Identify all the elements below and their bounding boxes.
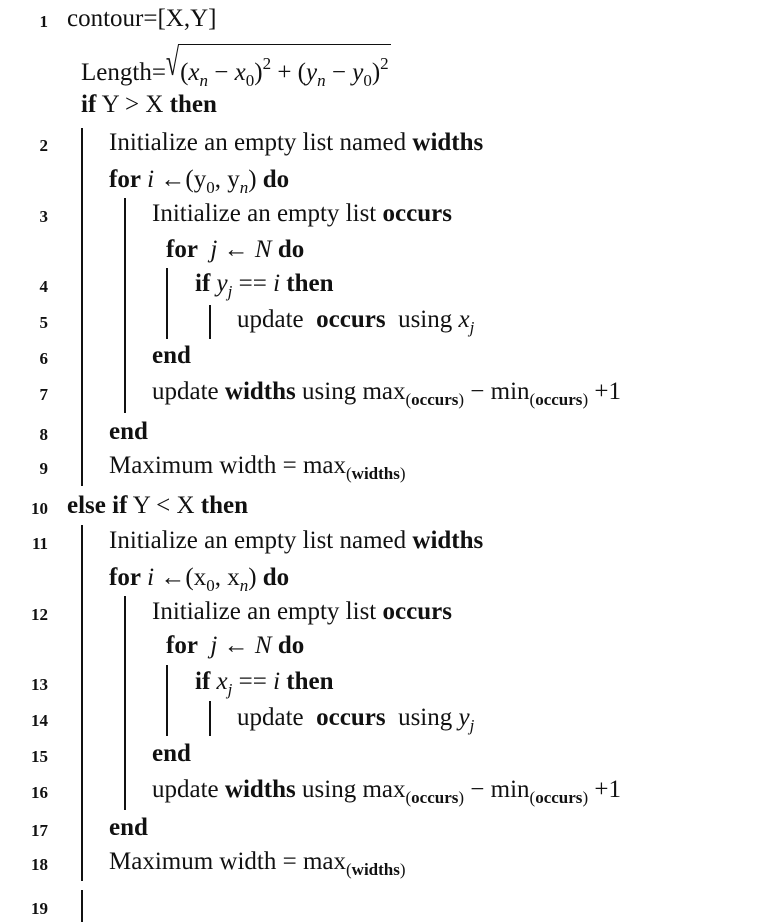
algorithm-text: ) (399, 860, 406, 879)
keyword: then (169, 91, 217, 118)
block-indent-line (124, 198, 126, 413)
algorithm-text: n (239, 576, 249, 595)
line-number: 2 (39, 136, 48, 155)
algorithm-text: ( (405, 390, 412, 409)
algorithm-text: + ( (271, 59, 307, 86)
block-indent-line (209, 701, 211, 736)
algorithm-text: contour=[X,Y] (67, 5, 217, 32)
algorithm-text: 0 (206, 576, 215, 595)
algorithm-text: ( (405, 788, 412, 807)
square-root (166, 44, 391, 96)
algorithm-text: x (216, 668, 228, 695)
keyword: widths (412, 129, 484, 156)
algorithm-text: ) (458, 788, 465, 807)
algorithm-text: ( (180, 59, 189, 86)
keyword: end (109, 418, 148, 445)
algorithm-line (152, 597, 452, 627)
block-indent-line (81, 890, 83, 922)
keyword: for (109, 564, 141, 591)
algorithm-text: y (216, 270, 228, 297)
algorithm-line (195, 667, 334, 705)
keyword: if (81, 91, 97, 118)
algorithm-text: ( (529, 788, 536, 807)
algorithm-text: 0 (363, 71, 372, 90)
algorithm-text: Maximum width = max (109, 452, 346, 479)
algorithm-text: Initialize an empty list (152, 598, 383, 625)
algorithm-text: , y (214, 166, 240, 193)
algorithm-line (109, 563, 289, 601)
block-indent-line (81, 128, 83, 486)
keyword: occurs (382, 200, 452, 227)
keyword: then (286, 668, 334, 695)
algorithm-line (81, 44, 391, 96)
algorithm-text: j (210, 632, 218, 659)
algorithm-text: ) (248, 564, 263, 591)
algorithm-text: i (273, 668, 281, 695)
block-indent-line (81, 525, 83, 881)
algorithm-text: j (469, 318, 475, 337)
algorithm-text: update (152, 378, 225, 405)
keyword: occurs (316, 704, 386, 731)
algorithm-text: ) (582, 390, 589, 409)
algorithm-line (67, 491, 248, 521)
line-number: 1 (39, 12, 48, 31)
algorithm-text (198, 236, 211, 263)
line-number: 14 (31, 711, 48, 730)
line-number: 9 (39, 459, 48, 478)
algorithm-text: y (458, 704, 470, 731)
algorithm-text: ← (217, 632, 255, 659)
algorithm-text: == (232, 270, 274, 297)
algorithm-text: j (227, 282, 233, 301)
line-number: 7 (39, 385, 48, 404)
algorithm-text: N (254, 632, 272, 659)
algorithm-line (166, 631, 304, 661)
algorithm-text: n (199, 71, 209, 90)
algorithm-text: ) (582, 788, 589, 807)
algorithm-text: update (152, 776, 225, 803)
algorithm-line (109, 847, 406, 885)
keyword: for (166, 632, 198, 659)
keyword: for (166, 236, 198, 263)
line-number: 3 (39, 207, 48, 226)
keyword: occurs (316, 306, 386, 333)
line-number: 8 (39, 425, 48, 444)
algorithm-text: ) (254, 59, 263, 86)
line-number: 4 (39, 277, 48, 296)
line-number: 15 (31, 747, 48, 766)
keyword: if (195, 668, 211, 695)
keyword: widths (351, 464, 400, 483)
algorithm-text: ←(y (154, 166, 207, 193)
algorithm-text: == (232, 668, 274, 695)
algorithm-text: using max (295, 378, 406, 405)
algorithm-text: x (458, 306, 470, 333)
line-number: 16 (31, 783, 48, 802)
keyword: widths (224, 378, 296, 405)
line-number: 12 (31, 605, 48, 624)
algorithm-line (109, 417, 148, 447)
keyword: occurs (535, 788, 583, 807)
algorithm-text: 2 (380, 54, 389, 73)
algorithm-text: n (317, 71, 326, 90)
line-number: 17 (31, 821, 48, 840)
block-indent-line (166, 268, 168, 339)
algorithm-text: ) (458, 390, 465, 409)
keyword: do (277, 632, 305, 659)
algorithm-text: update (237, 704, 317, 731)
algorithm-text: , x (214, 564, 240, 591)
algorithm-text: j (227, 680, 233, 699)
algorithm-text: n (239, 178, 249, 197)
algorithm-line (152, 341, 191, 371)
keyword: end (109, 814, 148, 841)
line-number: 6 (39, 349, 48, 368)
algorithm-text: j (469, 716, 475, 735)
algorithm-text: x (188, 59, 200, 86)
keyword: end (152, 740, 191, 767)
algorithm-line (109, 128, 483, 158)
algorithm-text: ) (371, 59, 381, 86)
algorithm-text: Initialize an empty list named (109, 527, 413, 554)
algorithm-line (195, 269, 334, 307)
line-number: 18 (31, 855, 48, 874)
line-number: 13 (31, 675, 48, 694)
block-indent-line (124, 596, 126, 810)
algorithm-line (109, 526, 483, 556)
radical-sign-icon: √ (165, 43, 180, 85)
keyword: if (195, 270, 211, 297)
algorithm-text: Y < X (127, 492, 201, 519)
algorithm-line (166, 235, 304, 265)
algorithm-text: − min (464, 378, 530, 405)
algorithm-text: +1 (588, 378, 621, 405)
algorithm-text: − (325, 59, 353, 86)
algorithm-text: 0 (206, 178, 215, 197)
algorithm-line (109, 813, 148, 843)
algorithm-text: +1 (588, 776, 621, 803)
algorithm-line (81, 90, 217, 120)
algorithm-text: update (237, 306, 317, 333)
algorithm-text: 0 (245, 71, 255, 90)
algorithm-text: ←(x (154, 564, 207, 591)
algorithm-line (237, 305, 474, 343)
algorithm-line (152, 739, 191, 769)
keyword: widths (412, 527, 484, 554)
line-number: 19 (31, 899, 48, 918)
algorithm-text: − min (464, 776, 530, 803)
algorithm-text (198, 632, 211, 659)
keyword: occurs (382, 598, 452, 625)
algorithm-text: using max (295, 776, 406, 803)
line-number: 10 (31, 499, 48, 518)
algorithm-text: x (234, 59, 246, 86)
block-indent-line (166, 665, 168, 736)
keyword: do (277, 236, 305, 263)
keyword: occurs (411, 788, 459, 807)
algorithm-text: ) (399, 464, 406, 483)
algorithm-text: − (208, 59, 235, 86)
keyword: then (286, 270, 334, 297)
algorithm-text: ) (248, 166, 263, 193)
algorithm-text: Initialize an empty list (152, 200, 383, 227)
line-number: 11 (31, 534, 48, 553)
radicand (178, 44, 391, 96)
algorithm-line (67, 4, 216, 34)
algorithm-text: 2 (262, 54, 272, 73)
keyword: then (200, 492, 248, 519)
keyword: widths (351, 860, 400, 879)
keyword: do (262, 564, 290, 591)
algorithm-line (152, 377, 621, 415)
algorithm-text: Y > X (96, 91, 170, 118)
keyword: for (109, 166, 141, 193)
algorithm-text: ( (346, 464, 352, 483)
keyword: end (152, 342, 191, 369)
algorithm-text: i (147, 166, 155, 193)
keyword: occurs (535, 390, 583, 409)
line-number: 5 (39, 313, 48, 332)
algorithm-line (109, 165, 289, 203)
algorithm-text: j (210, 236, 218, 263)
algorithm-text: y (352, 59, 364, 86)
algorithm-text: Length= (81, 59, 166, 86)
algorithm-line (152, 775, 621, 813)
algorithm-text: y (306, 59, 318, 86)
algorithm-text: i (273, 270, 281, 297)
algorithm-text: ( (346, 860, 352, 879)
algorithm-text: Maximum width = max (109, 848, 346, 875)
algorithm-line (237, 703, 474, 741)
algorithm-text: ( (529, 390, 536, 409)
algorithm-text: N (254, 236, 272, 263)
algorithm-line (109, 451, 406, 489)
algorithm-line (152, 199, 452, 229)
keyword: else if (67, 492, 128, 519)
algorithm-text: using (385, 306, 459, 333)
keyword: widths (224, 776, 296, 803)
algorithm-text: i (147, 564, 155, 591)
algorithm-text: using (385, 704, 459, 731)
algorithm-text: ← (217, 236, 255, 263)
block-indent-line (209, 305, 211, 339)
algorithm-text: Initialize an empty list named (109, 129, 413, 156)
keyword: do (262, 166, 290, 193)
keyword: occurs (411, 390, 459, 409)
